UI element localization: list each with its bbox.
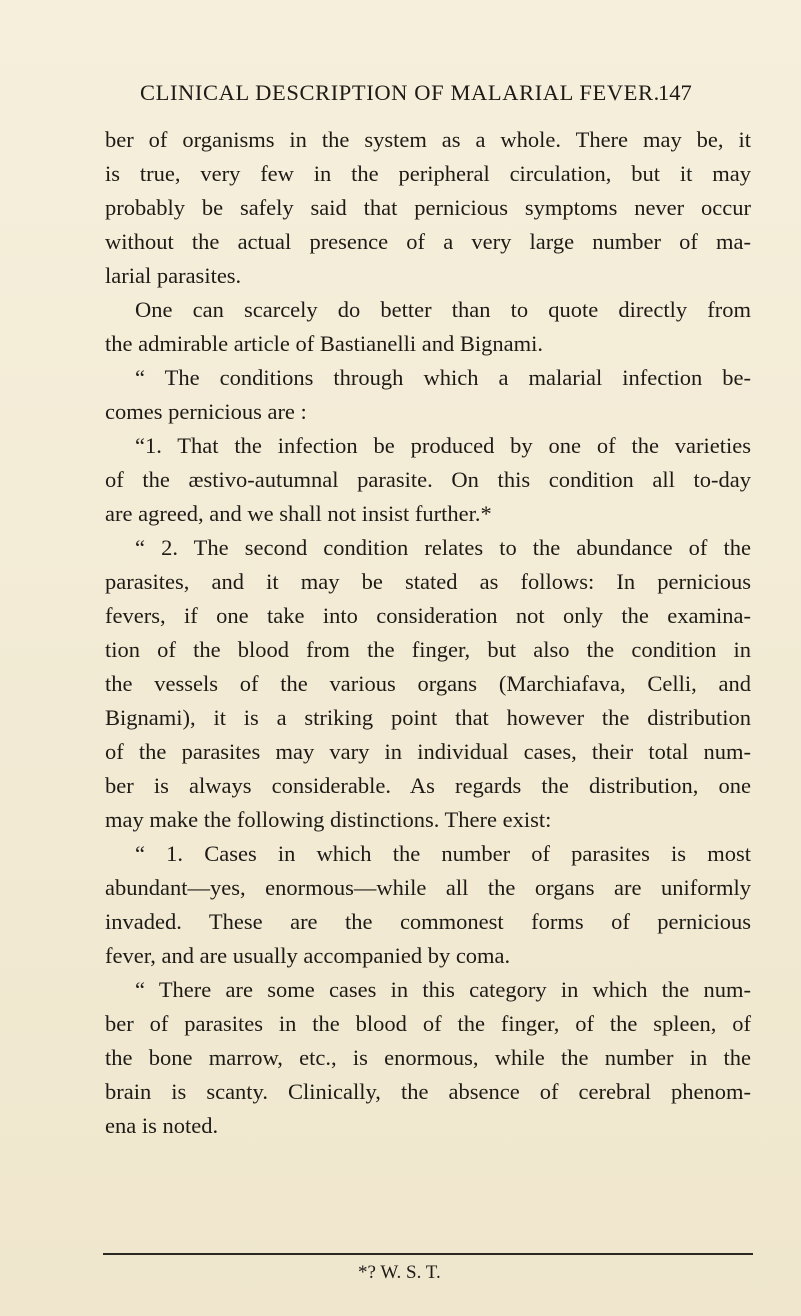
- text-line: of the parasites may vary in individual cases, their total num-: [105, 739, 751, 764]
- text-line: Bignami), it is a striking point that however the distribution: [105, 705, 751, 730]
- text-line: may make the following distinctions. There exist:: [105, 807, 552, 832]
- text-line: parasites, and it may be stated as follows: In pernicious: [105, 569, 751, 594]
- text-line: ber is always considerable. As regards the distribution, one: [105, 773, 751, 798]
- text-line: the vessels of the various organs (Marchiafava, Celli, and: [105, 671, 751, 696]
- text-line: ber of organisms in the system as a whole. There may be, it: [105, 127, 751, 152]
- text-line: brain is scanty. Clinically, the absence of cerebral phenom-: [105, 1079, 751, 1104]
- text-line: “ There are some cases in this category in which the num-: [135, 977, 751, 1002]
- footnote-divider: [103, 1253, 753, 1255]
- text-line: probably be safely said that pernicious symptoms never occur: [105, 195, 751, 220]
- text-line: without the actual presence of a very large number of ma-: [105, 229, 751, 254]
- text-line: abundant—yes, enormous—while all the organs are uniformly: [105, 875, 751, 900]
- text-line: fever, and are usually accompanied by coma.: [105, 943, 511, 968]
- text-line: “1. That the infection be produced by one of the varieties: [135, 433, 751, 458]
- page-number: 147: [658, 80, 692, 105]
- text-line: fevers, if one take into consideration not only the examina-: [105, 603, 751, 628]
- text-line: “ 1. Cases in which the number of parasites is most: [135, 841, 751, 866]
- running-title: CLINICAL DESCRIPTION OF MALARIAL FEVER.: [140, 80, 660, 105]
- text-line: “ The conditions through which a malarial infection be-: [135, 365, 751, 390]
- text-line: comes pernicious are :: [105, 399, 307, 424]
- text-line: One can scarcely do better than to quote directly from: [135, 297, 751, 322]
- running-head: [140, 80, 740, 116]
- text-line: invaded. These are the commonest forms of pernicious: [105, 909, 751, 934]
- text-line: ber of parasites in the blood of the finger, of the spleen, of: [105, 1011, 751, 1036]
- text-line: of the æstivo-autumnal parasite. On this condition all to-day: [105, 467, 751, 492]
- body-text: [105, 123, 751, 1143]
- text-line: the admirable article of Bastianelli and Bignami.: [105, 331, 543, 356]
- text-line: tion of the blood from the finger, but also the condition in: [105, 637, 751, 662]
- text-line: ena is noted.: [105, 1113, 219, 1138]
- text-line: “ 2. The second condition relates to the abundance of the: [135, 535, 751, 560]
- text-line: larial parasites.: [105, 263, 242, 288]
- footnote: *? W. S. T.: [358, 1262, 441, 1283]
- text-line: are agreed, and we shall not insist further.*: [105, 501, 492, 526]
- text-line: is true, very few in the peripheral circulation, but it may: [105, 161, 751, 186]
- text-line: the bone marrow, etc., is enormous, while the number in the: [105, 1045, 751, 1070]
